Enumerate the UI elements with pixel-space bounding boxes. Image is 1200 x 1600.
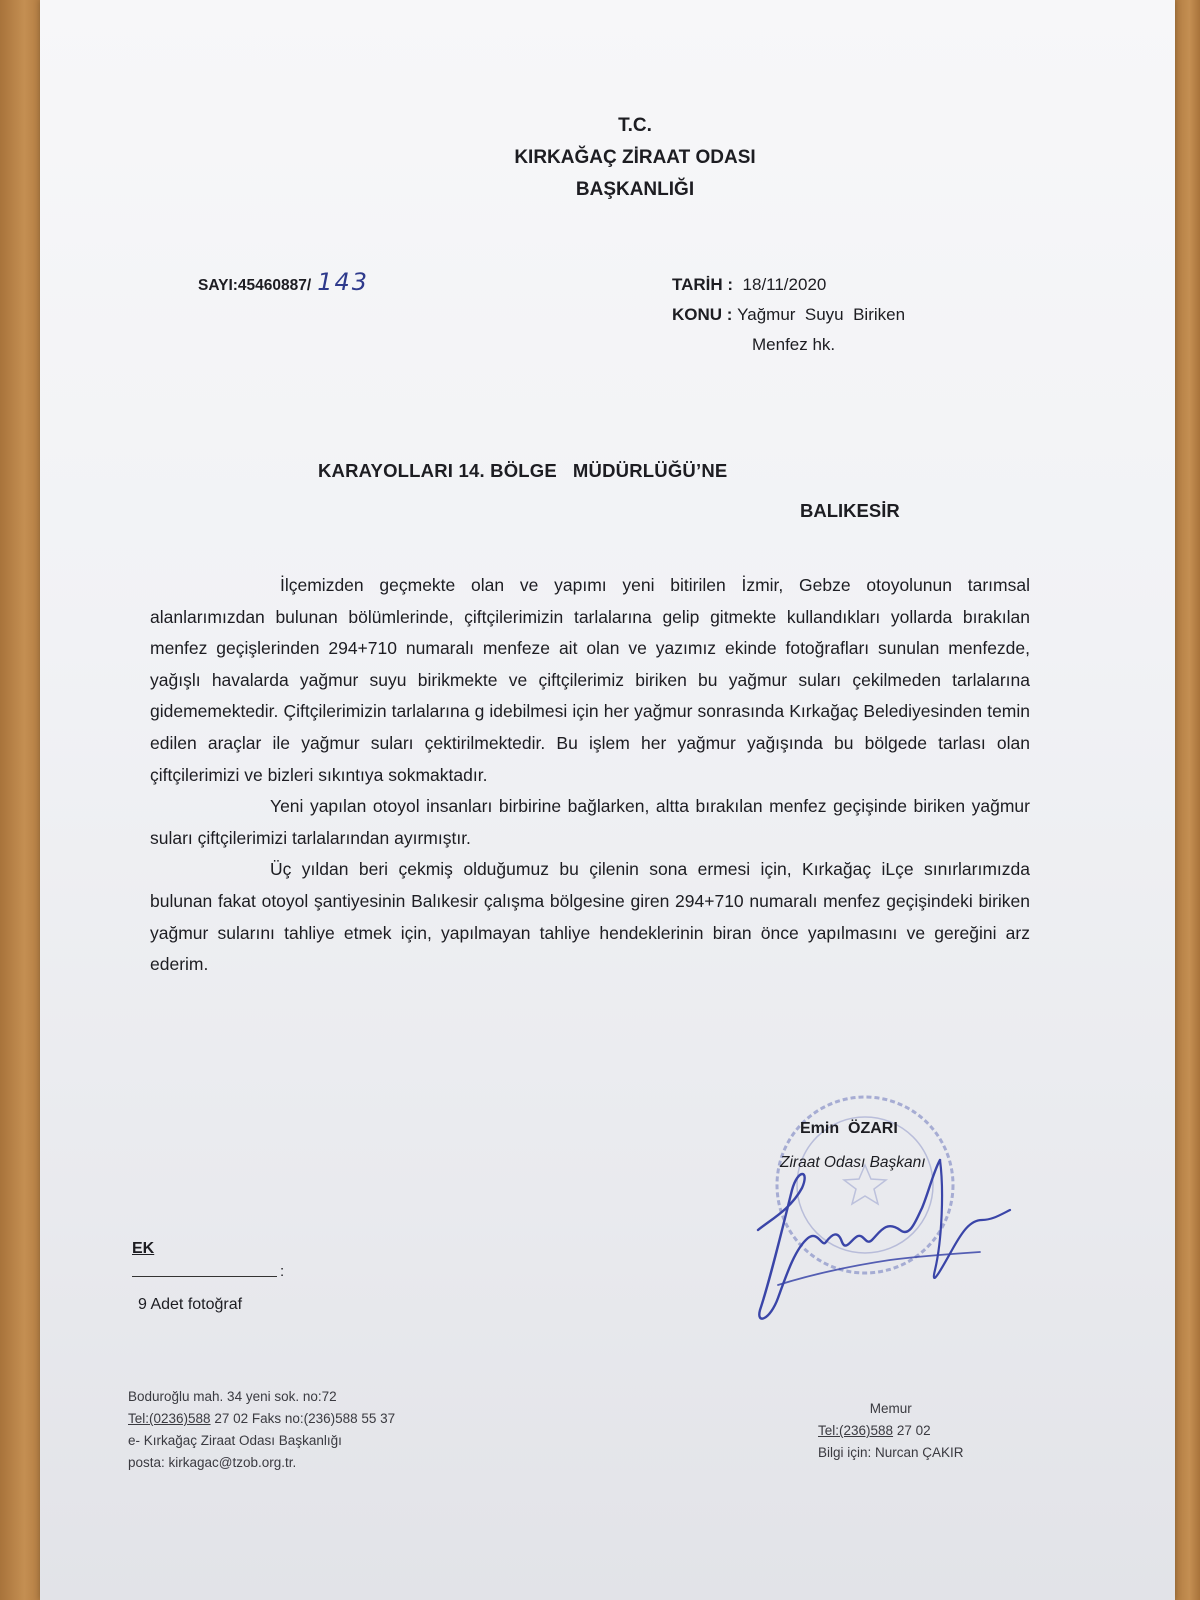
footer-contact-left <box>128 1386 395 1474</box>
subject-row: KONU : Yağmur Suyu Biriken <box>672 305 906 324</box>
header-institution: KIRKAĞAÇ ZİRAAT ODASI <box>514 147 756 168</box>
footer-info-contact: Bilgi için: Nurcan ÇAKIR <box>818 1445 964 1460</box>
reference-number-label: SAYI:45460887/ <box>198 277 312 294</box>
date-label: TARİH <box>672 275 723 294</box>
footer-phone-label: Tel:(0236)588 <box>128 1411 211 1426</box>
footer-role: Memur <box>869 1401 912 1416</box>
attachment-underline <box>132 1266 277 1277</box>
letter-meta <box>672 270 905 360</box>
body-paragraph-2: Yeni yapılan otoyol insanları birbirine bağlarken, altta bırakılan menfez geçişinde biriken yağmur suları çiftçilerimizi tarlalarından ayırmıştır. <box>150 796 1030 848</box>
subject-line-1: Yağmur Suyu Biriken <box>737 305 906 324</box>
date-value: 18/11/2020 <box>742 275 827 294</box>
recipient-name: KARAYOLLARI 14. BÖLGE MÜDÜRLÜĞÜ’NE <box>318 460 728 481</box>
attachment-colon: : <box>280 1263 285 1280</box>
stamp-and-signature-icon <box>730 1070 1030 1340</box>
subject-line-2: Menfez hk. <box>752 335 836 354</box>
attachment-item: 9 Adet fotoğraf <box>138 1296 243 1313</box>
footer-right-phone <box>818 1420 964 1442</box>
signatory-name: Emin ÖZARI <box>800 1120 898 1137</box>
subject-label: KONU <box>672 305 723 324</box>
header-tc: T.C. <box>618 115 652 136</box>
attachment-label: EK <box>132 1240 155 1257</box>
footer-contact-right <box>818 1398 964 1464</box>
letter-page <box>40 0 1175 1600</box>
footer-address: Boduroğlu mah. 34 yeni sok. no:72 <box>128 1389 337 1404</box>
desk-surface-right <box>1174 0 1200 1600</box>
body-paragraph-3: Üç yıldan beri çekmiş olduğumuz bu çilenin sona ermesi için, Kırkağaç iLçe sınırlarımızda bulunan fakat otoyol şantiyesinin Balıkesir çalışma bölgesine giren 294+710 numaralı menfez geçişindeki biriken yağmur sularını tahliye etmek için, yapılmayan tahliye hendeklerinin biran önce yapılmasını ve gereğini arz ederim. <box>150 859 1030 975</box>
footer-eposta-line-2: posta: kirkagac@tzob.org.tr. <box>128 1455 297 1470</box>
signatory-title: Ziraat Odası Başkanı <box>780 1154 926 1171</box>
footer-phone-fax <box>128 1408 395 1430</box>
desk-surface-left <box>0 0 44 1600</box>
letter-header <box>40 110 1175 206</box>
letter-body <box>150 570 1030 981</box>
reference-number-handwritten: 143 <box>317 268 369 296</box>
date-row: TARİH : 18/11/2020 <box>672 275 827 294</box>
reference-number <box>198 268 369 296</box>
header-department: BAŞKANLIĞI <box>575 179 695 200</box>
signature-block <box>730 1110 1030 1340</box>
recipient-city: BALIKESİR <box>800 500 900 521</box>
footer-right-phone-rest: 27 02 <box>893 1423 931 1438</box>
footer-eposta-line-1: e- Kırkağaç Ziraat Odası Başkanlığı <box>128 1433 342 1448</box>
footer-phone-rest: 27 02 Faks no:(236)588 55 37 <box>210 1411 396 1426</box>
body-paragraph-1: İlçemizden geçmekte olan ve yapımı yeni bitirilen İzmir, Gebze otoyolunun tarımsal alanlarımızdan bulunan bölümlerinde, çiftçilerimizin tarlalarına gelip gitmekte kullandıkları yollarda bırakılan menfez geçişlerinden 294+710 numaralı menfeze ait olan ve yazımız ekinde fotoğrafları sunulan menfezde, yağışlı havalarda yağmur suyu birikmekte ve çiftçilerimiz biriken bu yağmur suları çekilmeden tarlalarına gidememektedir. Çiftçilerimizin tarlalarına g idebilmesi için her yağmur sonrasında Kırkağaç Belediyesinden temin edilen araçlar ile yağmur suları çektirilmektedir. Bu işlem her yağmur yağışında bu bölgede tarlası olan çiftçilerimizi ve bizleri sıkıntıya sokmaktadır. <box>150 575 1030 785</box>
footer-right-phone-label: Tel:(236)588 <box>818 1423 894 1438</box>
